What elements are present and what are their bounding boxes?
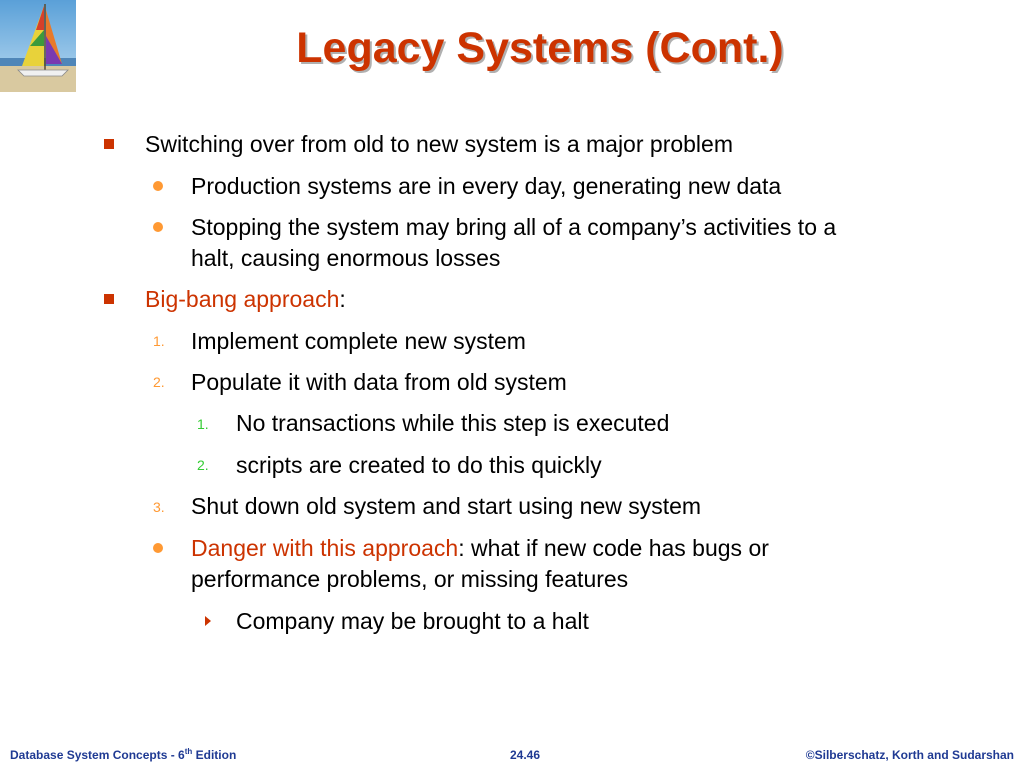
- list-item-text: Populate it with data from old system: [191, 369, 567, 395]
- bullet-text-line-1: [191, 533, 769, 563]
- list-number: 1.: [153, 333, 165, 349]
- page-number: 24.46: [510, 748, 541, 762]
- sub-bullet-text: Company may be brought to a halt: [236, 608, 589, 634]
- dot-bullet-icon: [153, 543, 163, 553]
- list-item-text: Shut down old system and start using new system: [191, 493, 702, 519]
- bullet-text-suffix: : what if new code has bugs or: [458, 535, 769, 561]
- highlight-term: Big-bang approach: [145, 286, 340, 312]
- footer-left: [10, 747, 236, 763]
- slide-title: Legacy Systems (Cont.): [296, 24, 784, 72]
- bullet-text: [145, 284, 346, 314]
- highlight-term: Danger with this approach: [191, 535, 459, 561]
- footer-left-title: Database System Concepts - 6: [10, 748, 185, 762]
- bullet-text-line-1: Stopping the system may bring all of a company’s activities to a: [191, 214, 837, 240]
- list-number: 2.: [153, 374, 165, 390]
- bullet-text: Switching over from old to new system is a major problem: [145, 131, 733, 157]
- sub-list-number: 1.: [197, 416, 209, 432]
- bullet-text-suffix: :: [339, 286, 346, 312]
- arrow-bullet-icon: [205, 616, 211, 626]
- square-bullet-icon: [104, 294, 114, 304]
- bullet-text-line-2: performance problems, or missing features: [191, 566, 629, 592]
- sub-list-number: 2.: [197, 457, 209, 473]
- list-item-text: Implement complete new system: [191, 328, 526, 354]
- footer-left-sup: th: [184, 747, 193, 756]
- footer-left-edition: Edition: [192, 748, 237, 762]
- sub-list-item-text: No transactions while this step is executed: [236, 410, 670, 436]
- sub-list-item-text: scripts are created to do this quickly: [236, 452, 602, 478]
- square-bullet-icon: [104, 139, 114, 149]
- list-number: 3.: [153, 499, 165, 515]
- bullet-text-line-2: halt, causing enormous losses: [191, 245, 501, 271]
- dot-bullet-icon: [153, 222, 163, 232]
- footer-copyright: ©Silberschatz, Korth and Sudarshan: [805, 748, 1014, 762]
- dot-bullet-icon: [153, 181, 163, 191]
- bullet-text: Production systems are in every day, generating new data: [191, 173, 782, 199]
